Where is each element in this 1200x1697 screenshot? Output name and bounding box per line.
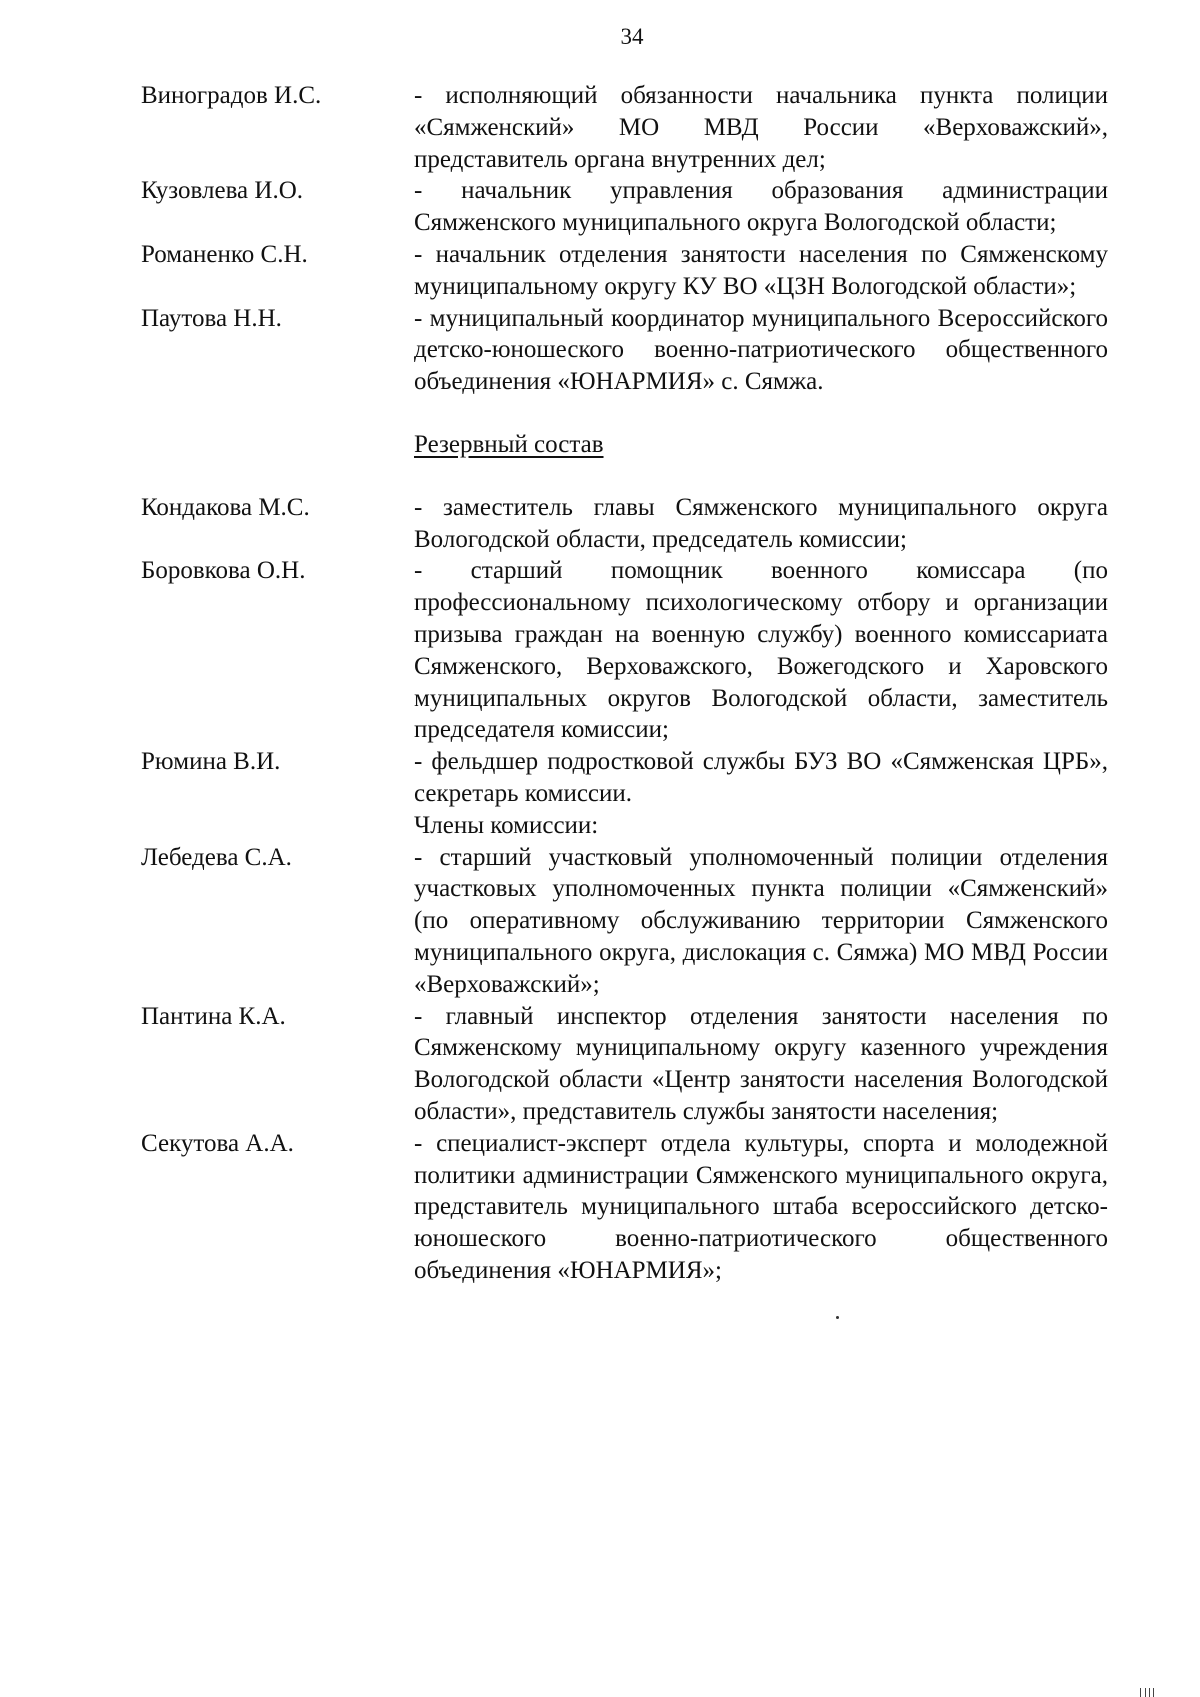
member-name: Пантина К.А. (141, 1002, 286, 1030)
member-position: - старший участковый уполномоченный полиции отделения участковых уполномоченных пункта полиции «Сямженский» (по оперативному обслуживанию территории Сямженского муниципального округа, дислокация с. Сямжа) МО МВД России «Верховажский»; (414, 843, 1108, 998)
list-item (141, 303, 1108, 398)
list-item (141, 1128, 1108, 1287)
member-position: - исполняющий обязанности начальника пункта полиции «Сямженский» МО МВД России «Верховажский», представитель органа внутренних дел; (414, 82, 1108, 173)
member-name: Кондакова М.С. (141, 493, 310, 521)
member-position: - заместитель главы Сямженского муниципального округа Вологодской области, председатель комиссии; (414, 493, 1108, 553)
member-position: - старший помощник военного комиссара (по профессиональному психологическому отбору и организации призыва граждан на военную службу) военного комиссариата Сямженского, Верховажского, Вожегодского и Харовского муниципальных округов Вологодской области, заместитель председателя комиссии; (414, 557, 1108, 744)
member-name: Романенко С.Н. (141, 240, 308, 268)
member-name: Виноградов И.С. (141, 82, 322, 109)
member-position: - главный инспектор отделения занятости населения по Сямженскому муниципальному округу казенного учреждения Вологодской области «Центр занятости населения Вологодской области», представитель службы занятости населения; (414, 1002, 1108, 1125)
member-position: - фельдшер подростковой службы БУЗ ВО «Сямженская ЦРБ», секретарь комиссии. (414, 748, 1108, 807)
list-item (141, 1001, 1108, 1128)
member-name: Боровкова О.Н. (141, 557, 306, 585)
members-label: Члены комиссии: (414, 811, 599, 839)
list-item (141, 175, 1108, 239)
member-position: - начальник отделения занятости населения по Сямженскому муниципальному округу КУ ВО «ЦЗН Вологодской области»; (414, 240, 1108, 300)
list-item (141, 239, 1108, 303)
list-item (141, 842, 1108, 1001)
member-position: - муниципальный координатор муниципального Всероссийского детско-юношеского военно-патриотического общественного объединения «ЮНАРМИЯ» с. Сямжа. (414, 304, 1108, 396)
list-item (141, 80, 1108, 175)
member-position: - специалист-эксперт отдела культуры, спорта и молодежной политики администрации Сямженского муниципального округа, представитель муниципального штаба всероссийского детско-юношеского военно-патриотического общественного объединения «ЮНАРМИЯ»; (414, 1129, 1108, 1284)
scan-speck (836, 1316, 839, 1319)
list-item (141, 746, 1108, 810)
page-number: 34 (620, 24, 644, 49)
member-name: Кузовлева И.О. (141, 177, 303, 205)
scan-edge-marks (1140, 1687, 1180, 1697)
member-position: - начальник управления образования администрации Сямженского муниципального округа Вологодской области; (414, 177, 1108, 237)
reserve-heading: Резервный состав (414, 430, 604, 458)
member-name: Рюмина В.И. (141, 748, 281, 776)
member-name: Лебедева С.А. (141, 843, 292, 871)
list-item (141, 492, 1108, 556)
member-name: Секутова А.А. (141, 1129, 294, 1157)
commission-list (141, 80, 1108, 1287)
member-name: Паутова Н.Н. (141, 304, 282, 332)
list-item (141, 555, 1108, 746)
